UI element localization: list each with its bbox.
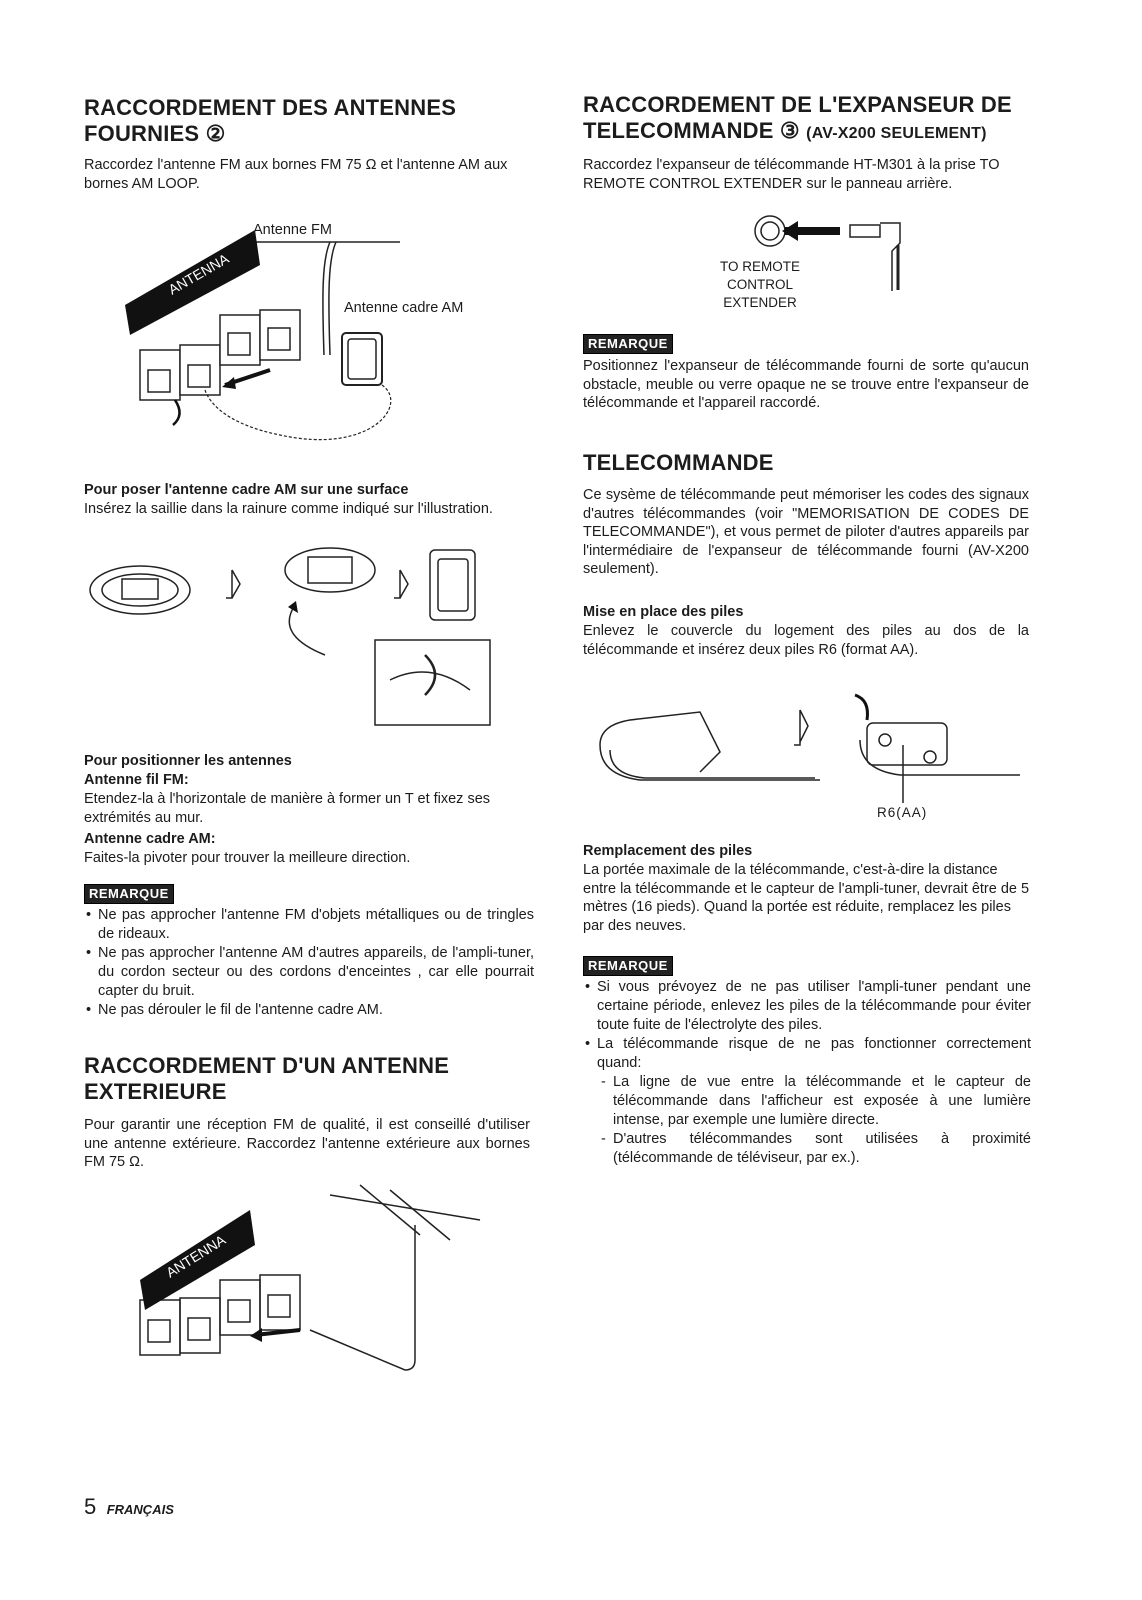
section-title-antennas: RACCORDEMENT DES ANTENNES FOURNIES ② [84, 95, 457, 146]
remark-badge-3: REMARQUE [583, 956, 673, 976]
surface-text: Insérez la saillie dans la rainure comme indiqué sur l'illustration. [84, 501, 493, 517]
panel-antenna-label-2: ANTENNA [163, 1231, 229, 1281]
remote-jack-figure [690, 205, 940, 315]
expander-text: Raccordez l'expanseur de télécommande HT-M301 à la prise TO REMOTE CONTROL EXTENDER sur le panneau arrière. [583, 157, 1000, 192]
battery-label: R6(AA) [877, 805, 928, 820]
label-am-loop-antenna: Antenne cadre AM [344, 300, 464, 316]
replace-title: Remplacement des piles [583, 843, 753, 859]
position-title: Pour positionner les antennes [84, 753, 292, 769]
section-title-remote: TELECOMMANDE [583, 450, 774, 475]
exterior-text: Pour garantir une réception FM de qualité, il est conseillé d'utiliser une antenne extérieure. Raccordez l'antenne extérieure aux bornes FM 75 Ω. [84, 1117, 530, 1170]
remark-list-3 [583, 978, 1031, 1168]
remark-list-1 [84, 906, 534, 1020]
remark-badge-2: REMARQUE [583, 334, 673, 354]
page-number: 5 [84, 1494, 97, 1519]
section-title-expander: RACCORDEMENT DE L'EXPANSEUR DE TELECOMMANDE ③ (AV-X200 SEULEMENT) [583, 92, 1012, 143]
batteries-title: Mise en place des piles [583, 604, 744, 620]
loop-stand-figure [90, 545, 530, 730]
battery-install-figure [595, 685, 1035, 835]
fm-wire-text: Etendez-la à l'horizontale de manière à former un T et fixez ses extrémités au mur. [84, 791, 491, 826]
list-item: • Ne pas dérouler le fil de l'antenne cadre AM. [84, 1001, 534, 1020]
am-loop-title: Antenne cadre AM: [84, 831, 216, 847]
list-item: • Ne pas approcher l'antenne FM d'objets métalliques ou de tringles de rideaux. [84, 906, 534, 944]
list-item: • Ne pas approcher l'antenne AM d'autres appareils, de l'ampli-tuner, du cordon secteur ou des cordons d'enceintes , car elle pourrait capter du bruit. [84, 944, 534, 1001]
am-loop-text: Faites-la pivoter pour trouver la meilleure direction. [84, 850, 411, 866]
batteries-text: Enlevez le couvercle du logement des piles au dos de la télécommande et insérez deux piles R6 (format AA). [583, 623, 1029, 658]
antennas-intro: Raccordez l'antenne FM aux bornes FM 75 Ω et l'antenne AM aux bornes AM LOOP. [84, 157, 508, 192]
outdoor-antenna-figure [130, 1180, 490, 1410]
list-item: - D'autres télécommandes sont utilisées à proximité (télécommande de téléviseur, par ex.). [601, 1130, 1031, 1168]
page-language: FRANÇAIS [106, 1502, 174, 1517]
page-footer [84, 1494, 174, 1520]
section-title-exterior: RACCORDEMENT D'UN ANTENNE EXTERIEURE [84, 1053, 450, 1104]
panel-antenna-label: ANTENNA [165, 250, 232, 298]
fm-wire-title: Antenne fil FM: [84, 772, 189, 788]
label-fm-antenna: Antenne FM [253, 222, 332, 238]
list-item: • La télécommande risque de ne pas fonctionner correctement quand: [583, 1035, 1031, 1073]
remark-text-2: Positionnez l'expanseur de télécommande fourni de sorte qu'aucun obstacle, meuble ou verre opaque ne se trouve entre l'expanseur de télécommande et l'appareil raccordé. [583, 358, 1029, 411]
antenna-connection-figure [110, 215, 550, 465]
replace-text: La portée maximale de la télécommande, c'est-à-dire la distance entre la télécommande et le capteur de l'ampli-tuner, devrait être de 5 mètres (16 pieds). Quand la portée est réduite, remplacez les piles par des neuves. [583, 862, 1030, 934]
surface-title: Pour poser l'antenne cadre AM sur une surface [84, 482, 409, 498]
list-item: • Si vous prévoyez de ne pas utiliser l'ampli-tuner pendant une certaine période, enlevez les piles de la télécommande pour éviter toute fuite de l'électrolyte des piles. [583, 978, 1031, 1035]
list-item: - La ligne de vue entre la télécommande et le capteur de télécommande dans l'afficheur est exposée à une lumière intense, par exemple une lumière directe. [601, 1073, 1031, 1130]
jack-label: TO REMOTE CONTROL EXTENDER [719, 259, 800, 310]
remark-badge-1: REMARQUE [84, 884, 174, 904]
remote-text: Ce sysème de télécommande peut mémoriser les codes des signaux d'autres télécommandes (voir "MEMORISATION DE CODES DE TELECOMMANDE"), et vous permet de piloter d'autres appareils par l'intermédiaire de l'expanseur de télécommande fourni (AV-X200 seulement). [583, 487, 1029, 577]
